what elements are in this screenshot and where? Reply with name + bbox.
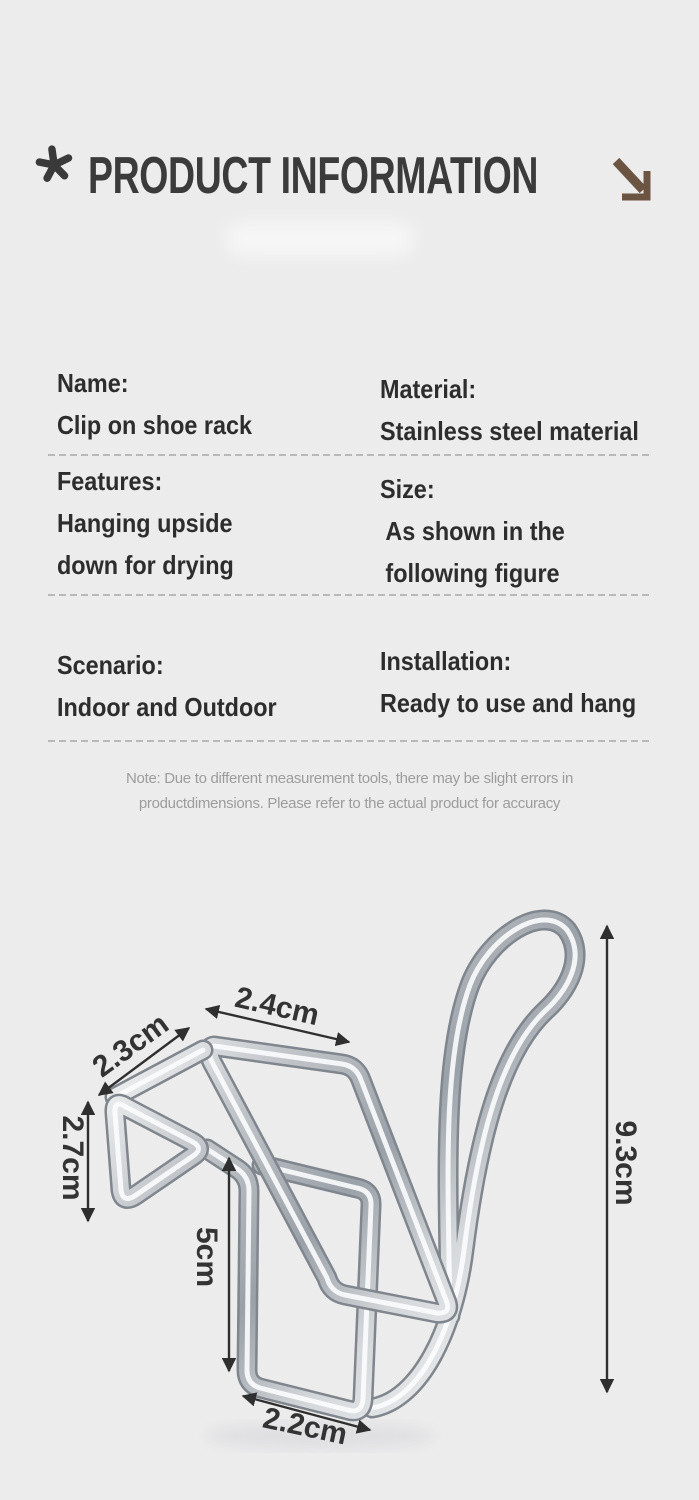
info-value: Ready to use and hang [380, 688, 637, 718]
info-value: following figure [385, 558, 560, 588]
dim-label-bottom-width: 2.2cm [260, 1401, 351, 1452]
wire-hook-illustration [0, 880, 699, 1500]
measurement-note [0, 766, 699, 816]
dim-label-clip-depth: 2.3cm [86, 1007, 175, 1084]
info-label: Name: [57, 368, 129, 398]
clip-triangle-tube [115, 1104, 199, 1198]
dim-label-inner-height: 5cm [190, 1226, 223, 1288]
dim-label-overall-height: 9.3cm [609, 1120, 642, 1206]
info-value: Hanging upside [57, 508, 233, 538]
dashed-divider [48, 740, 652, 742]
info-label: Size: [380, 474, 435, 504]
dim-label-clip-height: 2.7cm [56, 1115, 89, 1201]
arrow-down-right-icon [603, 146, 661, 215]
info-label: Features: [57, 466, 163, 496]
info-label: Installation: [380, 646, 512, 676]
dim-label-top-width: 2.4cm [231, 980, 323, 1033]
info-size [380, 468, 565, 594]
info-name [57, 362, 252, 446]
info-value: As shown in the [385, 516, 565, 546]
page-title: PRODUCT INFORMATION [88, 147, 539, 205]
info-value: Stainless steel material [380, 416, 639, 446]
info-label: Material: [380, 374, 477, 404]
dashed-divider [48, 454, 652, 456]
info-scenario [57, 644, 277, 728]
info-value: Clip on shoe rack [57, 410, 253, 440]
info-features [57, 460, 234, 586]
info-value: Indoor and Outdoor [57, 692, 277, 722]
info-material [380, 368, 639, 452]
faint-watermark [225, 222, 415, 256]
star-icon [34, 144, 74, 189]
info-installation [380, 640, 636, 724]
note-line: productdimensions. Please refer to the actual product for accuracy [138, 795, 561, 812]
dashed-divider [48, 594, 652, 596]
product-figure [0, 880, 699, 1500]
note-line: Note: Due to different measurement tools, there may be slight errors in [126, 770, 573, 787]
info-value: down for drying [57, 550, 234, 580]
info-label: Scenario: [57, 650, 164, 680]
